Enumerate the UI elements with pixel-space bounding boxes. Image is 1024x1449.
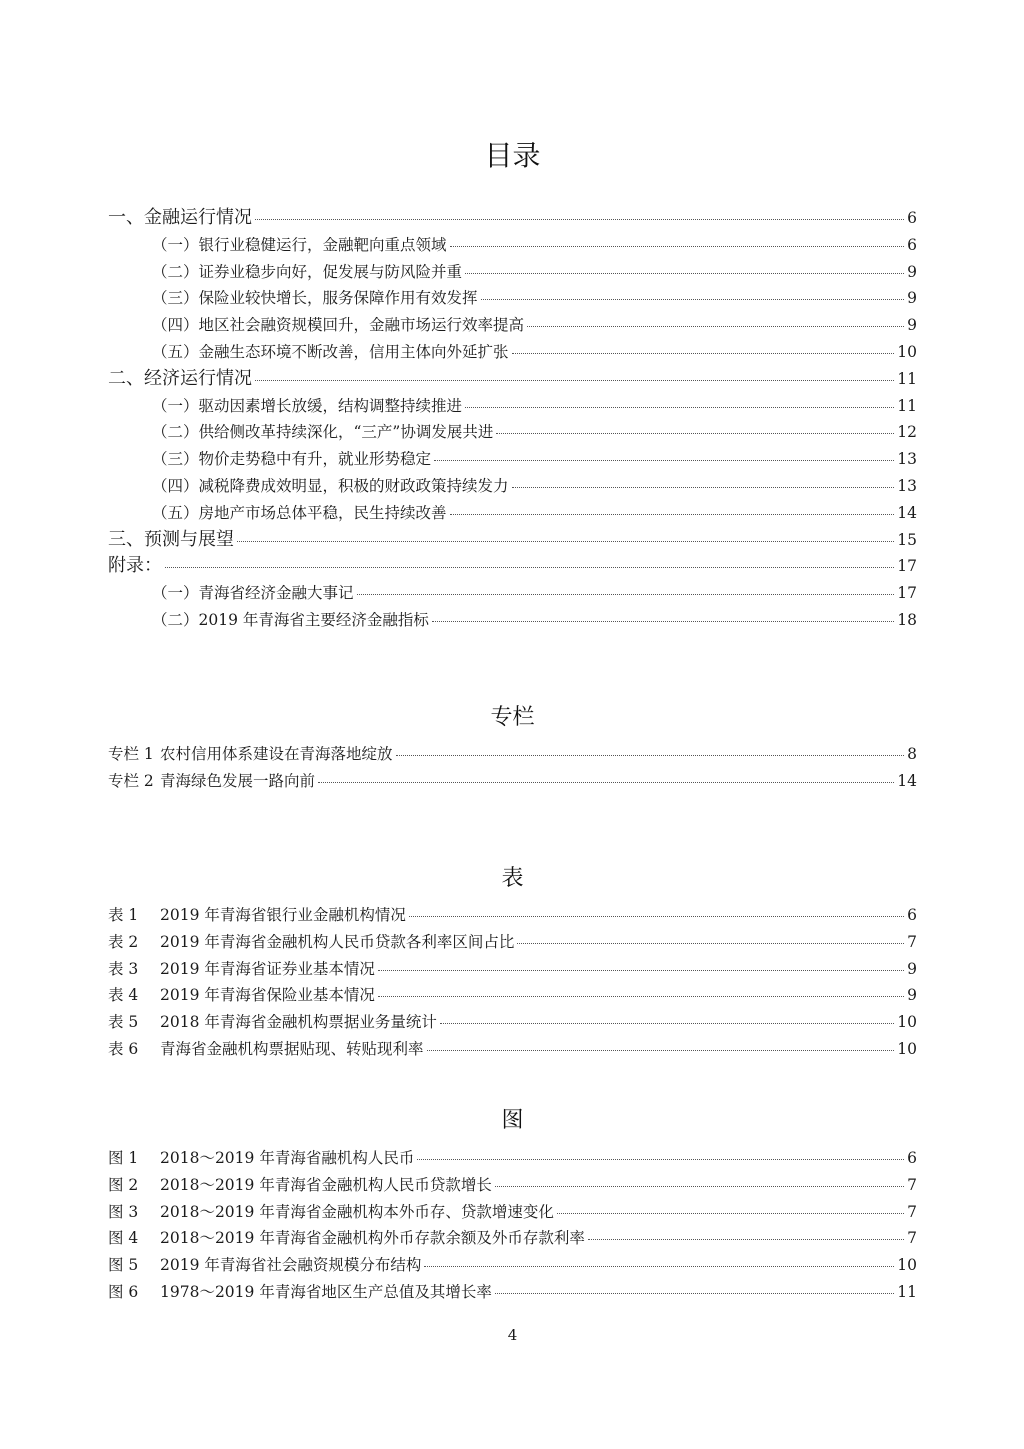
- dot-leader: [237, 541, 894, 542]
- entry-tag: 表 2: [108, 932, 139, 951]
- dot-leader: [318, 782, 894, 783]
- columns-list: [108, 741, 917, 795]
- entry-page-number: 11: [897, 396, 917, 415]
- dot-leader: [481, 299, 905, 300]
- entry-text: 农村信用体系建设在青海落地绽放: [160, 745, 393, 763]
- page-number: 4: [507, 1326, 518, 1344]
- tables-entry[interactable]: [108, 1036, 917, 1063]
- entry-tag: 表 3: [108, 959, 139, 978]
- entry-tag: 专栏 1: [108, 745, 154, 763]
- entry-text: 2018～2019 年青海省金融机构人民币贷款增长: [160, 1175, 492, 1194]
- figures-entry[interactable]: [108, 1252, 917, 1279]
- dot-leader: [512, 487, 895, 488]
- toc-section-entry[interactable]: [108, 393, 917, 420]
- dot-leader: [255, 219, 904, 220]
- entry-label: [108, 1279, 492, 1306]
- figures-title: 图: [501, 1108, 524, 1133]
- entry-tag: 图 1: [108, 1149, 139, 1167]
- entry-page-number: 13: [897, 476, 917, 495]
- dot-leader: [427, 1050, 895, 1051]
- figures-entry[interactable]: [108, 1145, 917, 1172]
- entry-page-number: 11: [897, 1282, 917, 1301]
- columns-entry[interactable]: [108, 741, 917, 768]
- toc-list: [108, 205, 917, 634]
- entry-page-number: 7: [907, 932, 917, 951]
- entry-page-number: 7: [907, 1175, 917, 1194]
- entry-label: （一）青海省经济金融大事记: [152, 584, 354, 603]
- figures-entry[interactable]: [108, 1199, 917, 1226]
- entry-label: （一）驱动因素增长放缓，结构调整持续推进: [152, 396, 463, 415]
- entry-tag: 专栏 2: [108, 771, 154, 790]
- columns-title: 专栏: [490, 705, 535, 730]
- entry-label: [108, 1199, 554, 1226]
- dot-leader: [396, 755, 905, 756]
- entry-text: 2018～2019 年青海省金融机构外币存款余额及外币存款利率: [160, 1229, 585, 1248]
- tables-entry[interactable]: [108, 1009, 917, 1036]
- dot-leader: [378, 996, 904, 997]
- dot-leader: [496, 433, 894, 434]
- entry-label: 附录：: [108, 555, 162, 577]
- toc-section-entry[interactable]: [108, 312, 917, 339]
- toc-section-entry[interactable]: [108, 580, 917, 607]
- dot-leader: [588, 1239, 904, 1240]
- entry-label: [108, 902, 406, 929]
- toc-chapter-entry[interactable]: [108, 553, 917, 580]
- tables-entry[interactable]: [108, 982, 917, 1009]
- entry-label: [108, 1252, 421, 1279]
- entry-page-number: 17: [897, 584, 917, 603]
- tables-entry[interactable]: [108, 902, 917, 929]
- entry-page-number: 9: [907, 316, 917, 335]
- toc-chapter-entry[interactable]: [108, 205, 917, 232]
- figures-entry[interactable]: [108, 1225, 917, 1252]
- entry-label: （五）房地产市场总体平稳，民生持续改善: [152, 503, 447, 522]
- entry-tag: 表 1: [108, 906, 139, 924]
- toc-section-entry[interactable]: [108, 473, 917, 500]
- toc-section-entry[interactable]: [108, 339, 917, 366]
- entry-page-number: 17: [897, 557, 917, 576]
- entry-page-number: 8: [907, 745, 917, 763]
- entry-text: 2019 年青海省保险业基本情况: [160, 986, 375, 1005]
- dot-leader: [255, 380, 894, 381]
- toc-section-entry[interactable]: [108, 419, 917, 446]
- columns-entry[interactable]: [108, 768, 917, 795]
- entry-text: 2019 年青海省金融机构人民币贷款各利率区间占比: [160, 932, 515, 951]
- dot-leader: [378, 970, 904, 971]
- dot-leader: [165, 567, 894, 568]
- entry-label: [108, 768, 315, 795]
- entry-text: 2019 年青海省银行业金融机构情况: [160, 906, 406, 924]
- dot-leader: [440, 1023, 894, 1024]
- entry-label: （五）金融生态环境不断改善，信用主体向外延扩张: [152, 342, 509, 361]
- entry-page-number: 9: [907, 262, 917, 281]
- entry-label: 二、经济运行情况: [108, 367, 252, 389]
- entry-tag: 表 6: [108, 1039, 139, 1058]
- entry-label: [108, 1225, 585, 1252]
- entry-page-number: 7: [907, 1229, 917, 1248]
- entry-text: 2019 年青海省社会融资规模分布结构: [160, 1256, 422, 1275]
- toc-section-entry[interactable]: [108, 446, 917, 473]
- dot-leader: [465, 407, 894, 408]
- entry-label: （一）银行业稳健运行，金融靶向重点领域: [152, 235, 447, 254]
- dot-leader: [432, 621, 894, 622]
- entry-label: （三）物价走势稳中有升，就业形势稳定: [152, 450, 432, 469]
- entry-text: 青海省金融机构票据贴现、转贴现利率: [160, 1039, 424, 1058]
- dot-leader: [450, 514, 895, 515]
- entry-label: （四）减税降费成效明显，积极的财政政策持续发力: [152, 476, 509, 495]
- entry-page-number: 6: [907, 209, 917, 227]
- entry-tag: 图 2: [108, 1175, 139, 1194]
- entry-text: 2018～2019 年青海省金融机构本外币存、贷款增速变化: [160, 1202, 554, 1221]
- entry-page-number: 6: [907, 1149, 917, 1167]
- entry-page-number: 10: [897, 1039, 917, 1058]
- toc-section-entry[interactable]: [108, 259, 917, 286]
- toc-chapter-entry[interactable]: [108, 366, 917, 393]
- entry-label: （二）供给侧改革持续深化，“三产”协调发展共进: [152, 423, 494, 442]
- entry-label: [108, 982, 375, 1009]
- entry-label: （四）地区社会融资规模回升，金融市场运行效率提高: [152, 316, 525, 335]
- entry-page-number: 18: [897, 610, 917, 629]
- entry-tag: 图 3: [108, 1202, 139, 1221]
- entry-tag: 表 4: [108, 986, 139, 1005]
- tables-entry[interactable]: [108, 956, 917, 983]
- toc-section-entry[interactable]: [108, 500, 917, 527]
- entry-page-number: 14: [897, 771, 917, 790]
- entry-text: 1978～2019 年青海省地区生产总值及其增长率: [160, 1282, 492, 1301]
- entry-label: 一、金融运行情况: [108, 207, 252, 228]
- entry-page-number: 9: [907, 289, 917, 308]
- dot-leader: [357, 594, 895, 595]
- entry-label: [108, 1172, 492, 1199]
- tables-list: [108, 902, 917, 1063]
- entry-page-number: 12: [897, 423, 917, 442]
- entry-text: 2018～2019 年青海省融机构人民币: [160, 1149, 415, 1167]
- entry-label: （三）保险业较快增长，服务保障作用有效发挥: [152, 289, 478, 308]
- entry-page-number: 10: [897, 1013, 917, 1032]
- entry-page-number: 9: [907, 959, 917, 978]
- entry-page-number: 6: [907, 906, 917, 924]
- entry-label: （二）2019 年青海省主要经济金融指标: [152, 610, 429, 629]
- dot-leader: [424, 1266, 894, 1267]
- dot-leader: [512, 353, 895, 354]
- toc-section-entry[interactable]: [108, 285, 917, 312]
- entry-text: 青海绿色发展一路向前: [160, 771, 316, 790]
- toc-section-entry[interactable]: [108, 607, 917, 634]
- entry-label: [108, 956, 375, 983]
- entry-label: （二）证券业稳步向好，促发展与防风险并重: [152, 262, 463, 281]
- entry-tag: 表 5: [108, 1013, 139, 1032]
- entry-page-number: 11: [897, 369, 917, 388]
- entry-label: [108, 929, 514, 956]
- figures-list: [108, 1145, 917, 1306]
- entry-tag: 图 5: [108, 1256, 139, 1275]
- entry-page-number: 13: [897, 450, 917, 469]
- dot-leader: [417, 1159, 904, 1160]
- toc-chapter-entry[interactable]: [108, 527, 917, 554]
- dot-leader: [450, 246, 905, 247]
- entry-label: 三、预测与展望: [108, 528, 234, 550]
- entry-tag: 图 4: [108, 1229, 139, 1248]
- tables-entry[interactable]: [108, 929, 917, 956]
- tables-title: 表: [501, 866, 524, 891]
- entry-page-number: 10: [897, 1256, 917, 1275]
- entry-page-number: 10: [897, 342, 917, 361]
- toc-section-entry[interactable]: [108, 232, 917, 259]
- entry-page-number: 7: [907, 1202, 917, 1221]
- dot-leader: [557, 1213, 904, 1214]
- entry-label: [108, 1145, 414, 1172]
- figures-entry[interactable]: [108, 1279, 917, 1306]
- dot-leader: [495, 1293, 894, 1294]
- dot-leader: [517, 943, 904, 944]
- dot-leader: [527, 326, 904, 327]
- entry-text: 2019 年青海省证券业基本情况: [160, 959, 375, 978]
- entry-page-number: 14: [897, 503, 917, 522]
- entry-label: [108, 1036, 424, 1063]
- entry-label: [108, 741, 393, 768]
- entry-label: [108, 1009, 437, 1036]
- figures-entry[interactable]: [108, 1172, 917, 1199]
- entry-page-number: 9: [907, 986, 917, 1005]
- dot-leader: [409, 916, 904, 917]
- entry-page-number: 15: [897, 530, 917, 549]
- entry-page-number: 6: [907, 235, 917, 254]
- dot-leader: [434, 460, 894, 461]
- dot-leader: [495, 1186, 904, 1187]
- entry-tag: 图 6: [108, 1282, 139, 1301]
- entry-text: 2018 年青海省金融机构票据业务量统计: [160, 1013, 437, 1032]
- dot-leader: [465, 273, 904, 274]
- toc-title: 目录: [484, 139, 541, 172]
